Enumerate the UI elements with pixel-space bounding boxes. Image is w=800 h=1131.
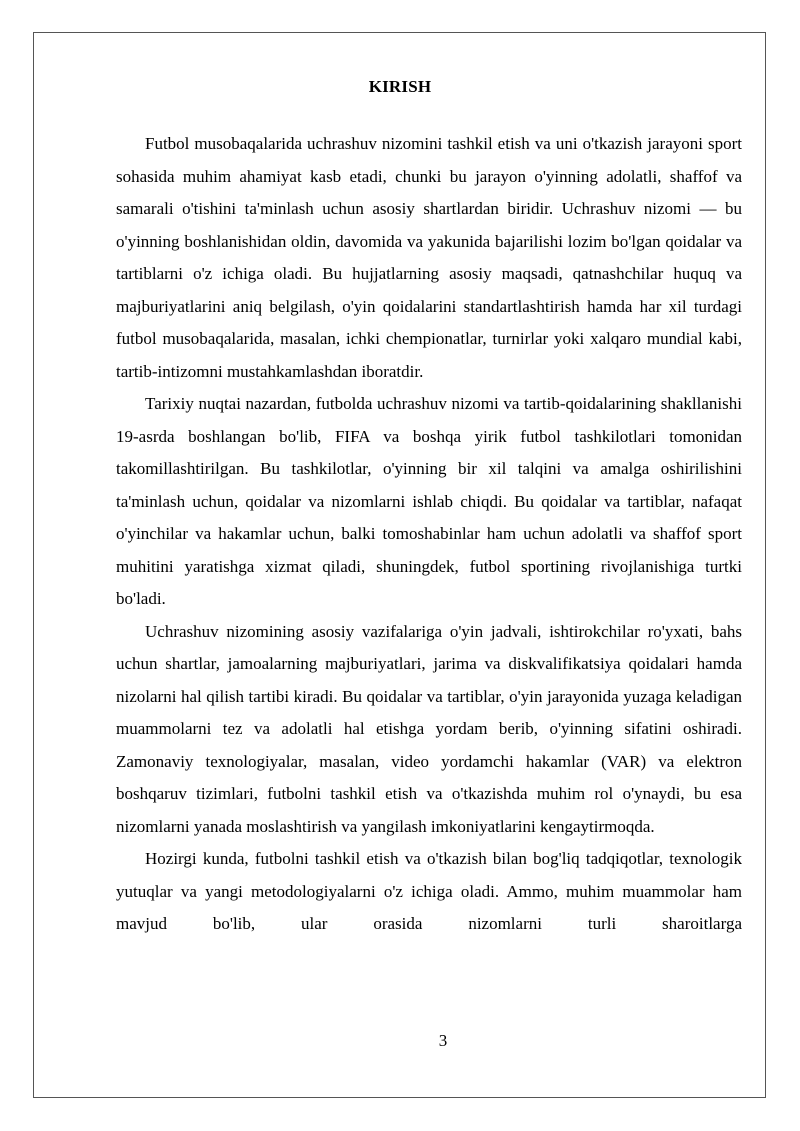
body-text — [116, 128, 742, 941]
paragraph-1: Futbol musobaqalarida uchrashuv nizomini tashkil etish va uni o'tkazish jarayoni sport sohasida muhim ahamiyat kasb etadi, chunki bu jarayon o'yinning adolatli, shaffof va samarali o'tishini ta'minlash uchun asosiy shartlardan biridir. Uchrashuv nizomi — bu o'yinning boshlanishidan oldin, davomida va yakunida bajarilishi lozim bo'lgan qoidalar va tartiblarni o'z ichiga oladi. Bu hujjatlarning asosiy maqsadi, qatnashchilar huquq va majburiyatlarini aniq belgilash, o'yin qoidalarini standartlashtirish hamda har xil turdagi futbol musobaqalarida, masalan, ichki chempionatlar, turnirlar yoki xalqaro mundial kabi, tartib-intizomni mustahkamlashdan iboratdir. — [116, 134, 742, 381]
paragraph-3: Uchrashuv nizomining asosiy vazifalariga o'yin jadvali, ishtirokchilar ro'yxati, bahs uchun shartlar, jamoalarning majburiyatlari, jarima va diskvalifikatsiya qoidalari hamda nizolarni hal qilish tartibi kiradi. Bu qoidalar va tartiblar, o'yin jarayonida yuzaga keladigan muammolarni tez va adolatli hal etishga yordam berib, o'yinning sifatini oshiradi. Zamonaviy texnologiyalar, masalan, video yordamchi hakamlar (VAR) va elektron boshqaruv tizimlari, futbolni tashkil etish va o'tkazishda muhim rol o'ynaydi, bu esa nizomlarni yanada moslashtirish va yangilash imkoniyatlarini kengaytirmoqda. — [116, 621, 742, 836]
section-title: KIRISH — [368, 77, 432, 96]
page-number: 3 — [438, 1031, 448, 1050]
paragraph-2: Tarixiy nuqtai nazardan, futbolda uchrashuv nizomi va tartib-qoidalarining shakllanishi 19-asrda boshlangan bo'lib, FIFA va boshqa yirik futbol tashkilotlari tomonidan takomillashtirilgan. Bu tashkilotlar, o'yinning bir xil talqini va amalga oshirilishini ta'minlash uchun, qoidalar va nizomlarni ishlab chiqdi. Bu qoidalar va tartiblar, nafaqat o'yinchilar va hakamlar uchun, balki tomoshabinlar ham uchun adolatli va shaffof sport muhitini yaratishga xizmat qiladi, shuningdek, futbol sportining rivojlanishiga turtki bo'ladi. — [116, 394, 742, 608]
paragraph-4: Hozirgi kunda, futbolni tashkil etish va o'tkazish bilan bog'liq tadqiqotlar, texnologik yutuqlar va yangi metodologiyalarni o'z ichiga oladi. Ammo, muhim muammolar ham mavjud bo'lib, ular orasida nizomlarni turli sharoitlarga — [116, 849, 742, 933]
